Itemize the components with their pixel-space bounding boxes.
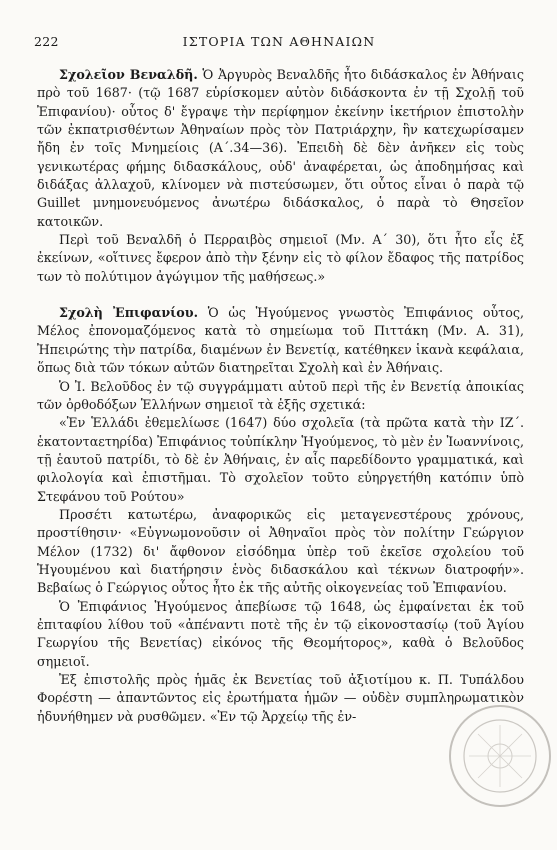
section-2-paragraph-4: Προσέτι κατωτέρω, ἀναφορικῶς εἰς μεταγενεστέρους χρόνους, προστίθησιν· «Εὐγνωμονοῦσιν οἱ Ἀθηναῖοι πρὸς τὸν πολίτην Γεώργιον Μέλον (1732) δι' ἄφθονον εἰσόδημα ὑπὲρ τοῦ ἐκεῖσε σχολείου τοῦ Ἡγουμένου καὶ διατήρησιν ἑνὸς διδασκάλου καὶ τέκνων διατροφήν». Βεβαίως ὁ Γεώργιος οὗτος ἦτο ἐκ τῆς αὐτῆς οἰκογενείας τοῦ Ἐπιφανίου. [37, 506, 524, 596]
quotation-paragraph: «Ἐν Ἑλλάδι ἐθεμελίωσε (1647) δύο σχολεῖα (τὰ πρῶτα κατὰ τὴν ΙΖ΄. ἑκατονταετηρίδα) Ἐπιφάνιος τοὐπίκλην Ἡγούμενος, τὸ μὲν ἐν Ἰωαννίνοις, τῇ ἑαυτοῦ πατρίδι, τὸ δὲ ἐν Ἀθήναις, ἐν αἷς παρεδίδοντο γραμματικά, καὶ φιλολογία καὶ ἐπιστῆμαι. Τὸ σχολεῖον τοῦτο εὐηργετήθη κατόπιν ὑπὸ Στεφάνου τοῦ Ρούτου» [37, 415, 524, 504]
paragraph-text: Ὁ ὡς Ἡγούμενος γνωστὸς Ἐπιφάνιος οὗτος, Μέλος ἐπονομαζόμενος κατὰ τὸ σημείωμα τοῦ Πιττάκη (Μν. Α. 31), Ἠπειρώτης τὴν πατρίδα, διαμένων ἐν Βενετίᾳ, κατέθηκεν ἱκανὰ κεφάλαια, ὅπως διὰ τῶν τόκων αὐτῶν διατηρεῖται Σχολὴ καὶ ἐν Ἀθήναις. [37, 305, 524, 376]
page-body [37, 66, 524, 726]
running-head: ΙΣΤΟΡΙΑ ΤΩΝ ΑΘΗΝΑΙΩΝ [182, 34, 376, 49]
section-title: Σχολὴ Ἐπιφανίου. [59, 305, 198, 321]
section-1-paragraph-2: Περὶ τοῦ Βεναλδῆ ὁ Περραιβὸς σημειοῖ (Μν. Α΄ 30), ὅτι ἦτο εἷς ἐξ ἐκείνων, «οἵτινες ἔφερον ἀπὸ τὴν ξένην εἰς τὸ φίλον ἔδαφος τῆς πατρίδος των τὸ πολύτιμον ἀγώγιμον τῆς μαθήσεως.» [37, 232, 524, 284]
section-1-paragraph-1 [37, 66, 524, 231]
paragraph-text: Ὁ Ἀργυρὸς Βεναλδῆς ἦτο διδάσκαλος ἐν Ἀθήναις πρὸ τοῦ 1687· (τῷ 1687 εὑρίσκομεν αὐτὸν διδάσκοντα ἐν τῇ Σχολῇ τοῦ Ἐπιφανίου)· οὗτος δ' ἔγραψε τὴν περίφημον ἐκείνην ἱκετήριον ἐπιστολὴν τῶν ἐκπατρισθέντων Ἀθηναίων πρὸς τὸν Πατριάρχην, ἣν κατεχωρίσαμεν ἤδη ἐν τοῖς Μνημείοις (Α΄.34—36). Ἐπειδὴ δὲ δὲν ἀνῆκεν εἰς τοὺς γενικωτέρας φήμης διδασκάλους, οὐδ' ἀναφέρεται, ὡς ἀποδημήσας καὶ διδάξας ἀλλαχοῦ, κλίνομεν νὰ πιστεύσωμεν, ὅτι οὗτος εἶναι ὁ παρὰ τῷ Guillet μνημονευόμενος ἀνωτέρω διδάσκαλος, ὁ παρὰ τὸ Θησεῖον κατοικῶν. [37, 67, 524, 229]
section-2-paragraph-1 [37, 304, 524, 377]
library-seal-stamp [447, 703, 553, 809]
section-2-paragraph-2: Ὁ Ἰ. Βελοῦδος ἐν τῷ συγγράμματι αὐτοῦ περὶ τῆς ἐν Βενετίᾳ ἀποικίας τῶν ὀρθοδόξων Ἑλλήνων σημειοῖ τὰ ἑξῆς σχετικά: [37, 378, 524, 412]
section-title: Σχολεῖον Βεναλδῆ. [59, 67, 198, 82]
section-2-paragraph-5: Ὁ Ἐπιφάνιος Ἡγούμενος ἀπεβίωσε τῷ 1648, ὡς ἐμφαίνεται ἐκ τοῦ ἐπιταφίου λίθου τοῦ «ἀπέναντι ποτὲ τῆς ἐν τῷ εἰκονοστασίῳ (τοῦ Ἁγίου Γεωργίου τῆς Βενετίας) εἰκόνος τῆς Θεομήτορος», καθὰ ὁ Βελοῦδος σημειοῖ. [37, 598, 524, 669]
page-number: 222 [34, 34, 59, 49]
page-header [34, 34, 524, 54]
section-gap [37, 286, 524, 304]
section-2-paragraph-6: Ἐξ ἐπιστολῆς πρὸς ἡμᾶς ἐκ Βενετίας τοῦ ἀξιοτίμου κ. Π. Τυπάλδου Φορέστη — ἀπαντῶντος εἰς ἐρωτήματα ἡμῶν — οὐδὲν συμπληρωματικὸν ἠδυνήθημεν νὰ ρυσθῶμεν. «Ἐν τῷ Ἀρχείῳ τῆς ἐν- [37, 672, 524, 724]
